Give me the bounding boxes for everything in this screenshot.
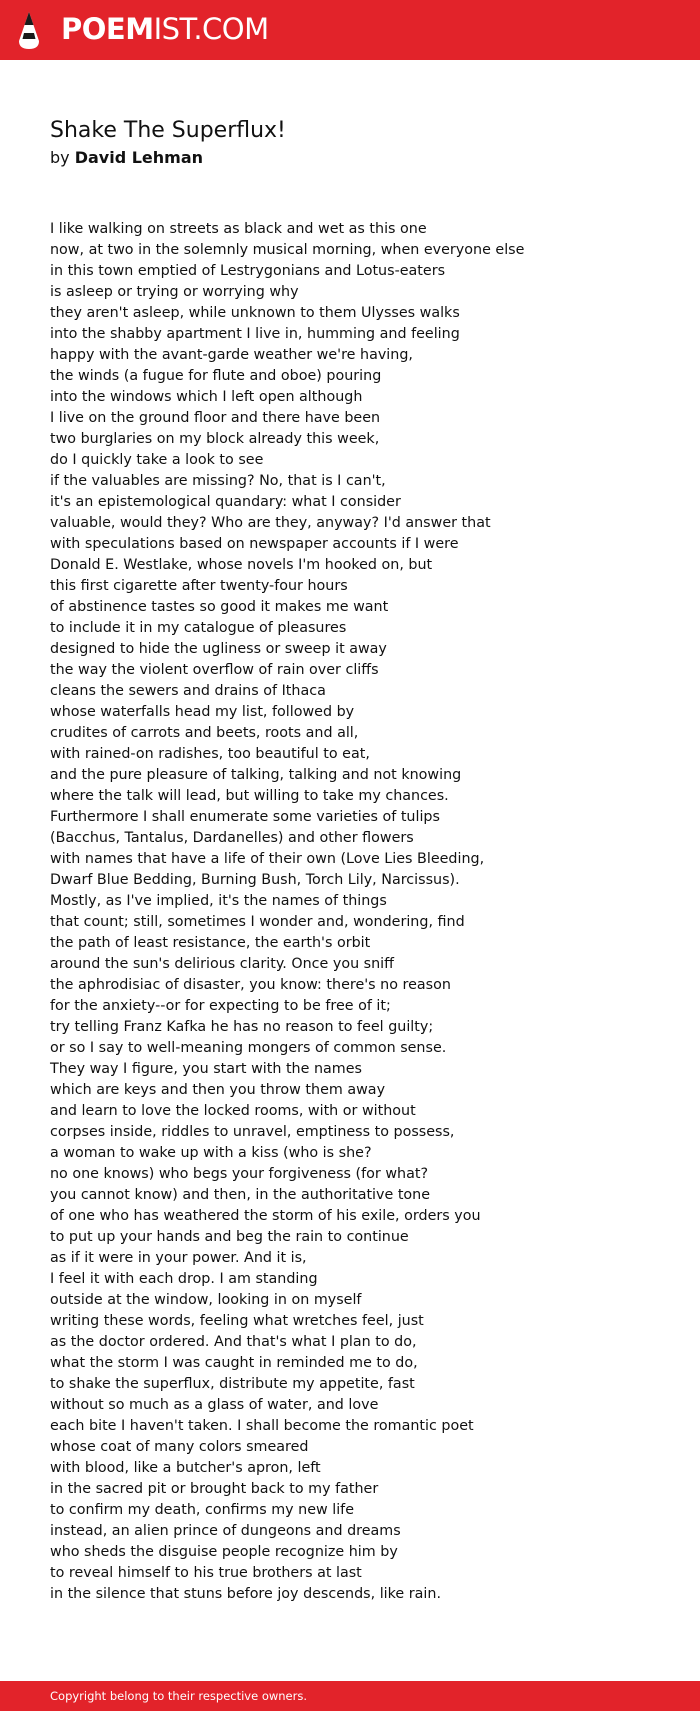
poem-line: no one knows) who begs your forgiveness (for what? — [50, 1166, 429, 1182]
poem-line: to confirm my death, confirms my new life — [50, 1502, 355, 1518]
poem-line: the path of least resistance, the earth's orbit — [50, 935, 371, 951]
poem-line: and learn to love the locked rooms, with or without — [50, 1103, 416, 1119]
poem-line: do I quickly take a look to see — [50, 452, 264, 468]
poem-line: that count; still, sometimes I wonder and, wondering, find — [50, 914, 465, 930]
poem-line: they aren't asleep, while unknown to them Ulysses walks — [50, 305, 460, 321]
poem-line: or so I say to well-meaning mongers of common sense. — [50, 1040, 447, 1056]
poem-line: try telling Franz Kafka he has no reason to feel guilty; — [50, 1019, 434, 1035]
poem-line: with names that have a life of their own (Love Lies Bleeding, — [50, 851, 485, 867]
poem-line: for the anxiety--or for expecting to be free of it; — [50, 998, 391, 1014]
poem-line: designed to hide the ugliness or sweep it away — [50, 641, 387, 657]
poem-line: whose waterfalls head my list, followed by — [50, 704, 355, 720]
top-bar — [0, 0, 700, 60]
author-name: David Lehman — [74, 148, 204, 167]
poem-line: to reveal himself to his true brothers at last — [50, 1565, 362, 1581]
poem-line: Furthermore I shall enumerate some varieties of tulips — [50, 809, 440, 825]
poem-line: where the talk will lead, but willing to take my chances. — [50, 788, 449, 804]
footer-bar — [0, 1681, 700, 1711]
poem-line: instead, an alien prince of dungeons and dreams — [50, 1523, 401, 1539]
poem-line: to put up your hands and beg the rain to continue — [50, 1229, 409, 1245]
poem-line: the way the violent overflow of rain over cliffs — [50, 662, 379, 678]
poem-line: I live on the ground floor and there have been — [50, 410, 381, 426]
poem-line: crudites of carrots and beets, roots and all, — [50, 725, 359, 741]
poem-line: into the windows which I left open although — [50, 389, 363, 405]
poem-line: in the sacred pit or brought back to my father — [50, 1481, 379, 1497]
poem-line: valuable, would they? Who are they, anyway? I'd answer that — [50, 515, 491, 531]
poem-line: of one who has weathered the storm of his exile, orders you — [50, 1208, 481, 1224]
poem-line: to include it in my catalogue of pleasures — [50, 620, 347, 636]
poem-line: you cannot know) and then, in the authoritative tone — [50, 1187, 431, 1203]
poem-line: who sheds the disguise people recognize him by — [50, 1544, 398, 1560]
copyright-text: Copyright belong to their respective owners. — [50, 1689, 308, 1703]
poem-line: with speculations based on newspaper accounts if I were — [50, 536, 459, 552]
poem-line: with blood, like a butcher's apron, left — [50, 1460, 321, 1476]
poem-line: with rained-on radishes, too beautiful to eat, — [50, 746, 370, 762]
byline — [50, 147, 203, 169]
poem-line: Donald E. Westlake, whose novels I'm hooked on, but — [50, 557, 433, 573]
poem-line: outside at the window, looking in on myself — [50, 1292, 362, 1308]
poem-line: writing these words, feeling what wretches feel, just — [50, 1313, 424, 1329]
poem-line: corpses inside, riddles to unravel, emptiness to possess, — [50, 1124, 455, 1140]
poem-line: as the doctor ordered. And that's what I plan to do, — [50, 1334, 417, 1350]
poem-line: without so much as a glass of water, and love — [50, 1397, 379, 1413]
poem-line: if the valuables are missing? No, that is I can't, — [50, 473, 386, 489]
poem-line: two burglaries on my block already this week, — [50, 431, 380, 447]
poem-line: around the sun's delirious clarity. Once you sniff — [50, 956, 395, 972]
site-logo[interactable] — [61, 11, 269, 47]
poem-line: to shake the superflux, distribute my appetite, fast — [50, 1376, 415, 1392]
poem-title: Shake The Superflux! — [50, 118, 286, 143]
poem-line: in the silence that stuns before joy descends, like rain. — [50, 1586, 441, 1602]
logo-light-text: IST.COM — [153, 12, 269, 46]
by-label: by — [50, 148, 70, 167]
poem-line: which are keys and then you throw them away — [50, 1082, 386, 1098]
poem-line: and the pure pleasure of talking, talking and not knowing — [50, 767, 462, 783]
poem-line: Mostly, as I've implied, it's the names of things — [50, 893, 387, 909]
poem-line: the aphrodisiac of disaster, you know: there's no reason — [50, 977, 451, 993]
poem-line: as if it were in your power. And it is, — [50, 1250, 307, 1266]
poem-line: each bite I haven't taken. I shall become the romantic poet — [50, 1418, 474, 1434]
poem-line: is asleep or trying or worrying why — [50, 284, 299, 300]
poem-line: whose coat of many colors smeared — [50, 1439, 309, 1455]
poem-line: I like walking on streets as black and wet as this one — [50, 221, 427, 237]
poem-line: (Bacchus, Tantalus, Dardanelles) and other flowers — [50, 830, 414, 846]
poem-line: Dwarf Blue Bedding, Burning Bush, Torch Lily, Narcissus). — [50, 872, 460, 888]
logo-bold-text: POEM — [61, 12, 154, 46]
poem-line: a woman to wake up with a kiss (who is she? — [50, 1145, 372, 1161]
poem-line: the winds (a fugue for flute and oboe) pouring — [50, 368, 382, 384]
poem-line: I feel it with each drop. I am standing — [50, 1271, 318, 1287]
pencil-tip-icon — [17, 11, 41, 51]
poem-line: into the shabby apartment I live in, humming and feeling — [50, 326, 460, 342]
poem-line: what the storm I was caught in reminded me to do, — [50, 1355, 418, 1371]
poem-line: They way I figure, you start with the names — [50, 1061, 362, 1077]
poem-line: this first cigarette after twenty-four hours — [50, 578, 348, 594]
poem-line: of abstinence tastes so good it makes me want — [50, 599, 389, 615]
poem-body — [50, 219, 670, 1605]
poem-line: happy with the avant-garde weather we're having, — [50, 347, 413, 363]
poem-line: in this town emptied of Lestrygonians and Lotus-eaters — [50, 263, 446, 279]
poem-line: now, at two in the solemnly musical morning, when everyone else — [50, 242, 525, 258]
poem-line: cleans the sewers and drains of Ithaca — [50, 683, 326, 699]
poem-line: it's an epistemological quandary: what I consider — [50, 494, 401, 510]
